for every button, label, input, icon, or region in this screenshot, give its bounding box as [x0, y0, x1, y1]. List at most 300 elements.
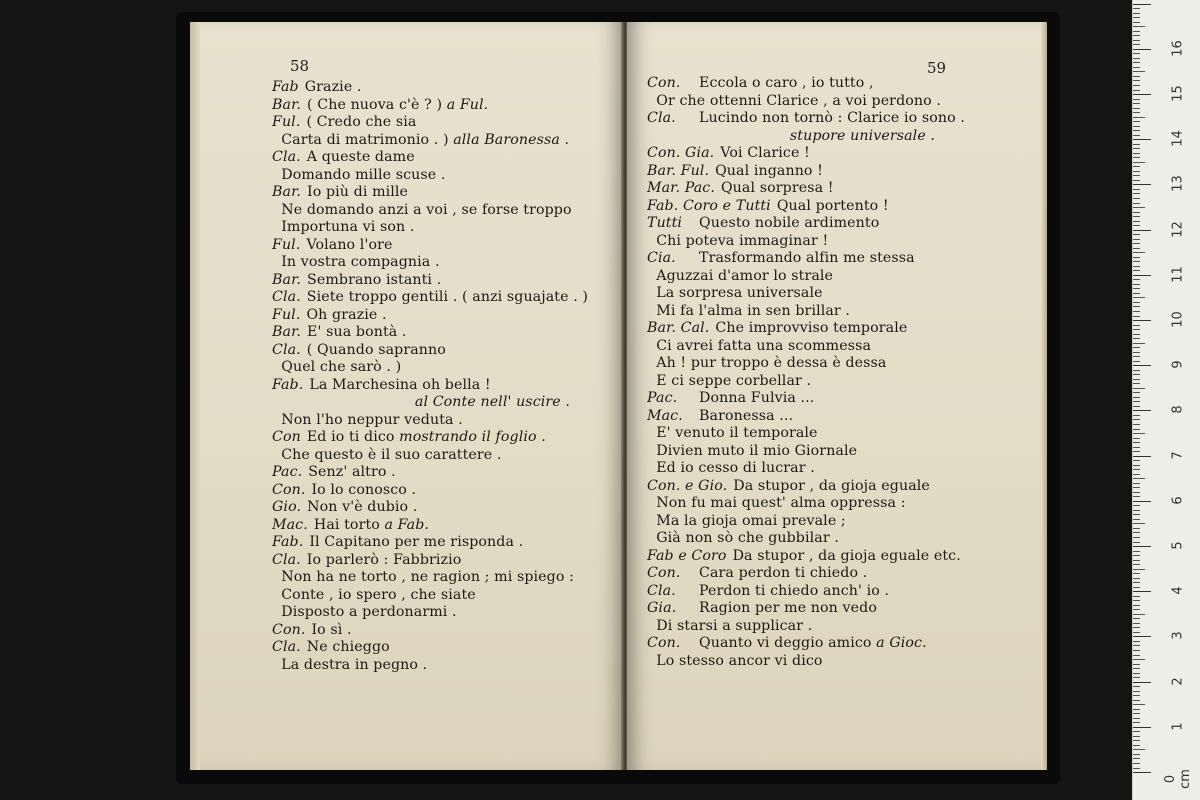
- line-text: Conte , io spero , che siate: [272, 586, 476, 603]
- ruler-label: 3: [1170, 631, 1186, 641]
- ruler-label: 14: [1170, 130, 1186, 147]
- text-line: [272, 464, 617, 482]
- ruler-tick: [1133, 85, 1140, 86]
- line-text: La sorpresa universale: [647, 285, 823, 301]
- ruler-tick: [1133, 266, 1140, 267]
- ruler-tick: [1133, 401, 1140, 402]
- text-line: [647, 408, 1045, 426]
- ruler-tick: [1133, 429, 1140, 430]
- ruler-tick: [1133, 605, 1140, 606]
- ruler-tick: [1133, 519, 1140, 520]
- ruler-tick: [1133, 76, 1140, 77]
- line-text: Qual portento !: [776, 197, 889, 214]
- speaker-name: Cla.: [647, 110, 676, 126]
- ruler-tick: [1133, 514, 1140, 515]
- line-text: ( Che nuova c'è ? ): [307, 96, 443, 113]
- line-text: Baronessa ...: [699, 407, 794, 424]
- text-line: [647, 548, 1045, 566]
- ruler-tick: [1133, 469, 1140, 470]
- line-text: Non ha ne torto , ne ragion ; mi spiego :: [272, 569, 574, 585]
- line-text: Disposto a perdonarmi .: [272, 604, 457, 620]
- ruler-tick: [1133, 117, 1145, 118]
- line-text: Eccola o caro , io tutto ,: [699, 75, 874, 91]
- text-line: [272, 237, 617, 255]
- ruler-tick: [1133, 460, 1140, 461]
- stage-direction: a Fab.: [379, 516, 429, 533]
- line-text: ( Credo che sia: [306, 114, 417, 130]
- line-text: Ed io cesso di lucrar .: [647, 460, 815, 476]
- line-text: Quel che sarò . ): [272, 359, 402, 375]
- line-text: In vostra compagnia .: [272, 254, 440, 270]
- speaker-name: Bar. Cal.: [647, 320, 710, 336]
- ruler-tick: [1133, 691, 1140, 692]
- ruler-label: 8: [1170, 405, 1186, 415]
- text-line: [272, 342, 617, 360]
- text-line: [272, 202, 617, 220]
- speaker-name: Ful.: [272, 114, 301, 130]
- ruler-tick: [1133, 754, 1140, 755]
- ruler-tick: [1133, 659, 1145, 660]
- ruler-tick: [1133, 207, 1145, 208]
- ruler-tick: [1133, 532, 1140, 533]
- ruler-tick: [1133, 279, 1140, 280]
- text-line: [272, 394, 617, 412]
- speaker-name: Cla.: [272, 289, 301, 305]
- speaker-name: Con.: [272, 621, 306, 638]
- ruler-tick: [1133, 745, 1140, 746]
- text-line: [272, 79, 617, 97]
- ruler-tick: [1133, 555, 1140, 556]
- right-page-number: 59: [927, 59, 947, 77]
- line-text: Hai torto: [313, 516, 380, 533]
- ruler-tick: [1133, 727, 1151, 728]
- speaker-name: Cla.: [647, 582, 676, 599]
- ruler-tick: [1133, 53, 1140, 54]
- ruler-tick: [1133, 392, 1140, 393]
- ruler-tick: [1133, 320, 1151, 321]
- text-line: [272, 149, 617, 167]
- ruler-tick: [1133, 736, 1140, 737]
- line-text: Non v'è dubio .: [307, 499, 418, 515]
- line-text: Io più di mille: [307, 184, 409, 200]
- line-text: Ne domando anzi a voi , se forse troppo: [272, 201, 572, 218]
- text-line: [647, 495, 1045, 513]
- line-text: Grazie .: [304, 79, 362, 95]
- text-line: [647, 285, 1045, 303]
- ruler-tick: [1133, 257, 1140, 258]
- ruler-label: 10: [1170, 311, 1186, 328]
- ruler-tick: [1133, 758, 1140, 759]
- line-text: Che improvviso temporale: [715, 320, 908, 336]
- ruler-tick: [1133, 13, 1140, 14]
- ruler-tick: [1133, 193, 1140, 194]
- ruler-tick: [1133, 456, 1151, 457]
- ruler-tick: [1133, 166, 1140, 167]
- text-line: [647, 163, 1045, 181]
- speaker-name: Mac.: [272, 516, 308, 533]
- speaker-name: Mac.: [647, 407, 683, 424]
- ruler-tick: [1133, 600, 1140, 601]
- ruler-label: 4: [1170, 586, 1186, 595]
- line-text: Trasformando alfin me stessa: [699, 250, 915, 266]
- line-text: Io parlerò : Fabbrizio: [306, 551, 462, 568]
- line-text: Senz' altro .: [308, 464, 396, 480]
- ruler-tick: [1133, 221, 1140, 222]
- line-text: Non l'ho neppur veduta .: [272, 411, 463, 428]
- ruler-label: 12: [1170, 220, 1186, 238]
- ruler-tick: [1133, 650, 1140, 651]
- speaker-name: Bar.: [272, 96, 302, 113]
- speaker-name: Pac.: [272, 464, 303, 480]
- speaker-name: Gio.: [272, 499, 302, 515]
- ruler-tick: [1133, 573, 1140, 574]
- ruler-tick: [1133, 623, 1140, 624]
- text-line: [647, 390, 1045, 408]
- ruler-tick: [1133, 234, 1140, 235]
- ruler-tick: [1133, 655, 1140, 656]
- ruler-tick: [1133, 438, 1140, 439]
- text-line: [272, 324, 617, 342]
- ruler-tick: [1133, 419, 1140, 420]
- ruler-tick: [1133, 252, 1145, 253]
- ruler-tick: [1133, 451, 1140, 452]
- text-line: [272, 587, 617, 605]
- text-line: [272, 272, 617, 290]
- ruler-tick: [1133, 505, 1140, 506]
- text-line: [647, 618, 1045, 636]
- stage-direction: alla Baronessa .: [448, 131, 570, 148]
- ruler-tick: [1133, 17, 1140, 18]
- text-line: [647, 215, 1045, 233]
- ruler-tick: [1133, 474, 1140, 475]
- ruler-tick: [1133, 243, 1140, 244]
- ruler-tick: [1133, 564, 1140, 565]
- text-line: [272, 482, 617, 500]
- ruler-label: 5: [1170, 541, 1186, 550]
- ruler-tick: [1133, 424, 1140, 425]
- text-line: [647, 635, 1045, 653]
- line-text: Sembrano istanti .: [307, 271, 442, 288]
- ruler-tick: [1133, 343, 1145, 344]
- ruler-tick: [1133, 94, 1151, 95]
- line-text: Mi fa l'alma in sen brillar .: [647, 302, 851, 319]
- ruler-tick: [1133, 695, 1140, 696]
- text-line: [647, 653, 1045, 671]
- ruler-tick: [1133, 442, 1140, 443]
- speaker-name: Con. Gia.: [647, 145, 715, 161]
- text-line: [647, 93, 1045, 111]
- ruler-tick: [1133, 22, 1140, 23]
- ruler-tick: [1133, 686, 1140, 687]
- ruler-tick: [1133, 139, 1151, 140]
- text-line: [647, 338, 1045, 356]
- measurement-ruler: [1132, 0, 1200, 800]
- ruler-tick: [1133, 62, 1140, 63]
- ruler-tick: [1133, 465, 1140, 466]
- ruler-tick: [1133, 722, 1140, 723]
- speaker-name: Cia.: [647, 250, 676, 266]
- ruler-label: 6: [1170, 496, 1186, 505]
- ruler-tick: [1133, 447, 1140, 448]
- stage-direction: stupore universale .: [785, 127, 936, 144]
- ruler-tick: [1133, 361, 1140, 362]
- ruler-tick: [1133, 270, 1140, 271]
- ruler-tick: [1133, 175, 1140, 176]
- line-text: Qual sorpresa !: [720, 180, 834, 196]
- text-line: [272, 534, 617, 552]
- line-text: Quanto vi deggio amico: [699, 635, 872, 651]
- ruler-tick: [1133, 329, 1140, 330]
- ruler-tick: [1133, 587, 1140, 588]
- line-text: Ah ! pur troppo è dessa è dessa: [647, 355, 887, 371]
- ruler-tick: [1133, 306, 1140, 307]
- line-text: Il Capitano per me risponda .: [309, 534, 524, 550]
- ruler-tick: [1133, 641, 1140, 642]
- ruler-tick: [1133, 397, 1140, 398]
- speaker-name: Con. e Gio.: [647, 477, 728, 494]
- line-text: Carta di matrimonio . ): [272, 131, 449, 148]
- line-text: Voi Clarice !: [720, 145, 810, 161]
- text-line: [272, 97, 617, 115]
- text-line: [272, 219, 617, 237]
- text-line: [272, 517, 617, 535]
- text-line: [647, 250, 1045, 268]
- text-line: [272, 132, 617, 150]
- ruler-tick: [1133, 546, 1151, 547]
- text-line: [272, 254, 617, 272]
- ruler-tick: [1133, 537, 1140, 538]
- ruler-tick: [1133, 627, 1140, 628]
- stage-direction: a Ful.: [442, 96, 489, 113]
- ruler-tick: [1133, 130, 1140, 131]
- text-line: [647, 478, 1045, 496]
- ruler-tick: [1133, 596, 1140, 597]
- line-text: Chi poteva immaginar !: [647, 232, 829, 249]
- ruler-tick: [1133, 673, 1140, 674]
- left-page: [190, 22, 623, 770]
- line-text: Di starsi a supplicar .: [647, 617, 813, 634]
- ruler-tick: [1133, 740, 1140, 741]
- ruler-tick: [1133, 121, 1140, 122]
- ruler-tick: [1133, 4, 1151, 5]
- text-line: [272, 359, 617, 377]
- right-page-text: [647, 75, 1045, 670]
- ruler-tick: [1133, 126, 1140, 127]
- ruler-tick: [1133, 103, 1140, 104]
- line-text: A queste dame: [306, 149, 415, 165]
- ruler-tick: [1133, 560, 1140, 561]
- ruler-tick: [1133, 406, 1140, 407]
- ruler-tick: [1133, 334, 1140, 335]
- ruler-label: 13: [1170, 175, 1186, 193]
- line-text: Qual inganno !: [715, 162, 823, 179]
- text-line: [272, 604, 617, 622]
- ruler-tick: [1133, 501, 1151, 502]
- ruler-tick: [1133, 275, 1151, 276]
- line-text: La Marchesina oh bella !: [309, 376, 491, 393]
- speaker-name: Bar.: [272, 184, 302, 200]
- stage-direction: mostrando il foglio .: [394, 429, 546, 445]
- line-text: Aguzzai d'amor lo strale: [647, 267, 834, 284]
- ruler-tick: [1133, 316, 1140, 317]
- line-text: Donna Fulvia ...: [699, 390, 815, 406]
- ruler-tick: [1133, 374, 1140, 375]
- ruler-tick: [1133, 379, 1140, 380]
- stage-direction: al Conte nell' uscire .: [410, 394, 570, 410]
- ruler-label: 2: [1170, 676, 1186, 686]
- ruler-tick: [1133, 415, 1140, 416]
- ruler-tick: [1133, 261, 1140, 262]
- text-line: [647, 268, 1045, 286]
- line-text: Ragion per me non vedo: [699, 600, 877, 616]
- speaker-name: Fab e Coro: [647, 547, 727, 564]
- line-text: Da stupor , da gioja eguale: [733, 477, 930, 494]
- ruler-tick: [1133, 162, 1145, 163]
- ruler-tick: [1133, 578, 1140, 579]
- ruler-tick: [1133, 356, 1140, 357]
- ruler-tick: [1133, 551, 1140, 552]
- ruler-tick: [1133, 709, 1140, 710]
- text-line: [272, 447, 617, 465]
- text-line: [647, 128, 1045, 146]
- line-text: ( Quando sapranno: [306, 341, 446, 358]
- ruler-tick: [1133, 203, 1140, 204]
- ruler-tick: [1133, 487, 1140, 488]
- ruler-tick: [1133, 591, 1151, 592]
- speaker-name: Cla.: [272, 341, 301, 358]
- ruler-tick: [1133, 67, 1140, 68]
- ruler-tick: [1133, 492, 1140, 493]
- ruler-tick: [1133, 58, 1140, 59]
- line-text: Oh grazie .: [306, 306, 387, 323]
- line-text: Lo stesso ancor vi dico: [647, 652, 823, 669]
- line-text: Che questo è il suo carattere .: [272, 446, 502, 463]
- ruler-tick: [1133, 198, 1140, 199]
- ruler-tick: [1133, 682, 1151, 683]
- text-line: [272, 657, 617, 675]
- speaker-name: Con.: [272, 481, 306, 498]
- speaker-name: Cla.: [272, 639, 301, 655]
- line-text: E' sua bontà .: [307, 324, 407, 340]
- text-line: [272, 377, 617, 395]
- ruler-tick: [1133, 108, 1140, 109]
- ruler-tick: [1133, 71, 1145, 72]
- ruler-tick: [1133, 370, 1140, 371]
- ruler-tick: [1133, 157, 1140, 158]
- ruler-tick: [1133, 189, 1140, 190]
- text-line: [272, 622, 617, 640]
- line-text: La destra in pegno .: [272, 656, 428, 673]
- text-line: [272, 167, 617, 185]
- ruler-tick: [1133, 212, 1140, 213]
- speaker-name: Bar.: [272, 271, 302, 288]
- ruler-tick: [1133, 112, 1140, 113]
- ruler-tick: [1133, 184, 1151, 185]
- line-text: Domando mille scuse .: [272, 166, 446, 183]
- ruler-tick: [1133, 31, 1140, 32]
- ruler-tick: [1133, 478, 1145, 479]
- line-text: Siete troppo gentili . ( anzi sguajate . ): [306, 289, 589, 305]
- line-text: Perdon ti chiedo anch' io .: [699, 582, 890, 599]
- speaker-name: Cla.: [272, 149, 301, 165]
- ruler-tick: [1133, 645, 1140, 646]
- ruler-tick: [1133, 768, 1140, 769]
- ruler-tick: [1133, 171, 1140, 172]
- text-line: [272, 412, 617, 430]
- ruler-tick: [1133, 383, 1140, 384]
- speaker-name: Fab: [272, 79, 299, 95]
- text-line: [647, 233, 1045, 251]
- ruler-tick: [1133, 510, 1140, 511]
- line-text: Questo nobile ardimento: [699, 215, 880, 231]
- ruler-tick: [1133, 704, 1145, 705]
- speaker-name: Fab.: [272, 376, 304, 393]
- line-text: Cara perdon ti chiedo .: [699, 565, 868, 581]
- right-page: [627, 22, 1047, 770]
- text-line: [647, 303, 1045, 321]
- ruler-tick: [1133, 135, 1140, 136]
- ruler-tick: [1133, 668, 1140, 669]
- ruler-tick: [1133, 582, 1140, 583]
- ruler-tick: [1133, 8, 1140, 9]
- ruler-tick: [1133, 569, 1145, 570]
- text-line: [647, 513, 1045, 531]
- ruler-tick: [1133, 26, 1145, 27]
- ruler-tick: [1133, 347, 1140, 348]
- ruler-label: 9: [1170, 360, 1186, 369]
- text-line: [272, 552, 617, 570]
- text-line: [647, 198, 1045, 216]
- text-line: [647, 110, 1045, 128]
- ruler-tick: [1133, 338, 1140, 339]
- text-line: [272, 114, 617, 132]
- line-text: Io lo conosco .: [311, 481, 417, 498]
- speaker-name: Ful.: [272, 236, 301, 253]
- line-text: Importuna vi son .: [272, 219, 415, 235]
- text-line: [647, 145, 1045, 163]
- text-line: [272, 569, 617, 587]
- speaker-name: Con: [272, 429, 301, 445]
- speaker-name: Pac.: [647, 390, 678, 406]
- ruler-tick: [1133, 153, 1140, 154]
- ruler-tick: [1133, 288, 1140, 289]
- speaker-name: Ful.: [272, 306, 301, 323]
- text-line: [647, 443, 1045, 461]
- line-text: Non fu mai quest' alma oppressa :: [647, 495, 906, 511]
- ruler-tick: [1133, 248, 1140, 249]
- text-line: [647, 565, 1045, 583]
- line-text: Ne chieggo: [306, 639, 390, 655]
- speaker-name: Con.: [647, 635, 681, 651]
- ruler-tick: [1133, 49, 1151, 50]
- ruler-label: 11: [1170, 266, 1186, 283]
- text-line: [647, 75, 1045, 93]
- ruler-tick: [1133, 297, 1145, 298]
- speaker-name: Fab. Coro e Tutti: [647, 197, 771, 214]
- ruler-tick: [1133, 35, 1140, 36]
- text-line: [647, 460, 1045, 478]
- ruler-tick: [1133, 180, 1140, 181]
- line-text: Volano l'ore: [306, 236, 393, 253]
- ruler-tick: [1133, 410, 1151, 411]
- ruler-tick: [1133, 144, 1140, 145]
- ruler-tick: [1133, 44, 1140, 45]
- ruler-tick: [1133, 239, 1140, 240]
- line-text: E ci seppe corbellar .: [647, 372, 812, 389]
- ruler-tick: [1133, 713, 1140, 714]
- ruler-tick: [1133, 352, 1140, 353]
- ruler-tick: [1133, 718, 1140, 719]
